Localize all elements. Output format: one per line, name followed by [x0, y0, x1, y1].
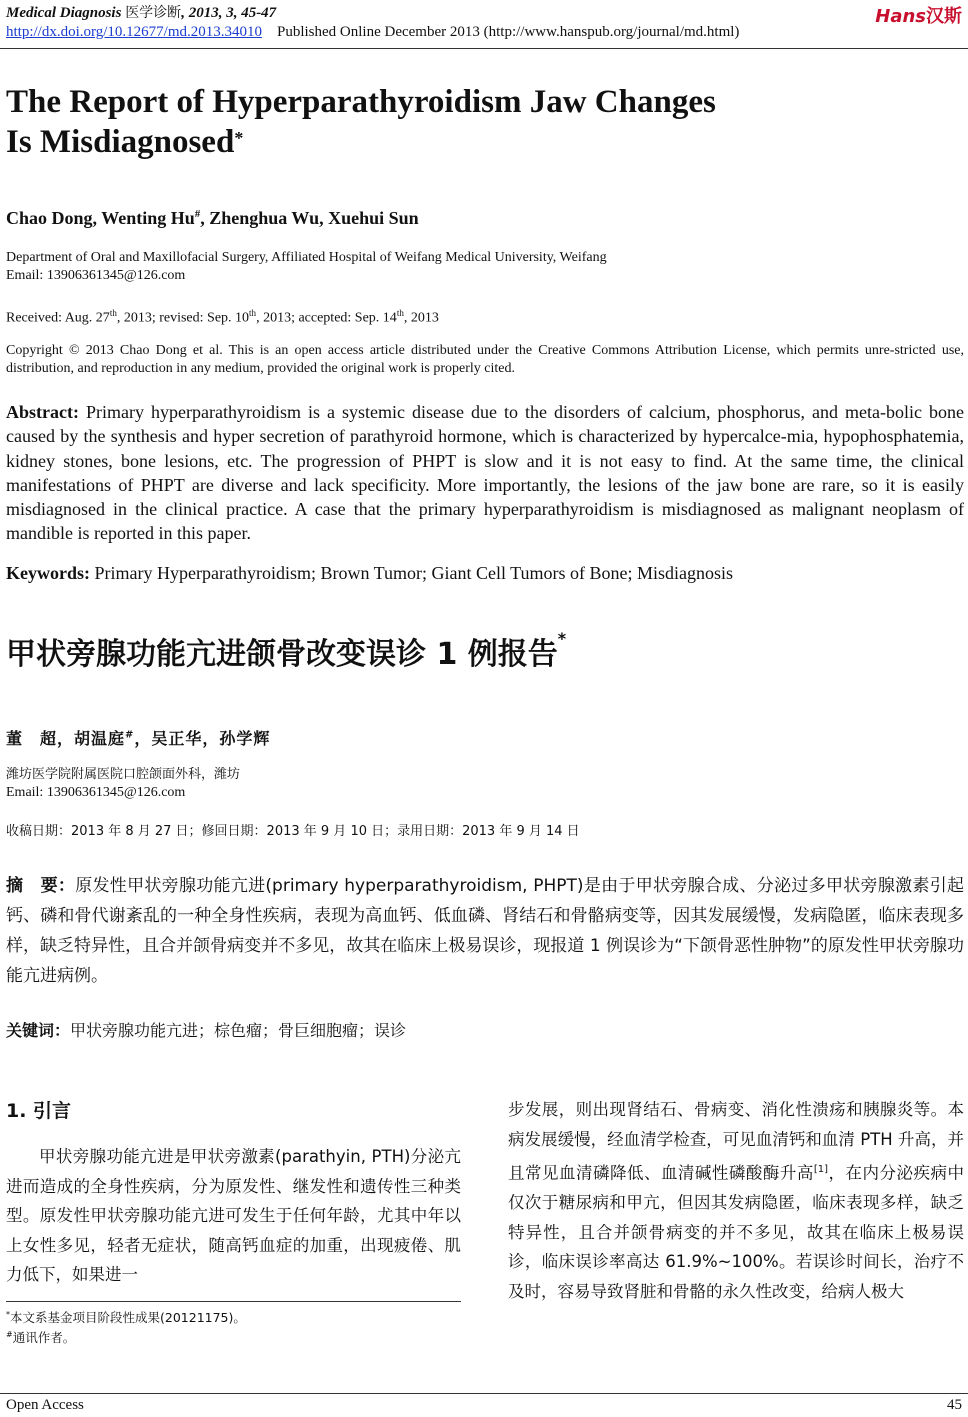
chinese-authors: [6, 726, 270, 749]
right-text-a: 步发展，则出现肾结石、骨病变、消化性溃疡和胰腺炎等。本病发展缓慢，经血清学检查，可见血清钙和血清 PTH 升高，并且常见血清磷降低、血清碱性磷酸酶升高: [508, 1100, 964, 1183]
year-text: , 2013: [403, 310, 439, 326]
keywords-label: Keywords:: [6, 563, 90, 583]
chinese-title-mark: *: [557, 629, 567, 648]
body-left-column: 甲状旁腺功能亢进是甲状旁激素(parathyin, PTH)分泌亢进而造成的全身性疾病，分为原发性、继发性和遗传性三种类型。原发性甲状旁腺功能亢进可发生于任何年龄，尤其中年以上女性多见，轻者无症状，随高钙血症的加重，出现疲倦、肌力低下，如果进一: [6, 1147, 461, 1284]
doi-link[interactable]: http://dx.doi.org/10.12677/md.2013.34010: [6, 24, 262, 40]
publisher-logo: [875, 2, 962, 28]
open-access-label: Open Access: [6, 1397, 84, 1413]
chinese-title: [6, 629, 566, 673]
footnote-divider: [6, 1301, 461, 1302]
accepted-text: , 2013; accepted: Sep. 14: [256, 310, 397, 326]
author-names-a: Chao Dong, Wenting Hu: [6, 208, 195, 228]
title-footnote-mark: *: [234, 128, 244, 148]
ordinal-sup: th: [396, 308, 404, 318]
logo-text-en: Hans: [875, 6, 926, 27]
english-title: [6, 82, 956, 162]
journal-header: [6, 2, 276, 22]
chinese-corresponding-mark: #: [125, 729, 135, 741]
chinese-abstract-label: 摘 要：: [6, 876, 76, 896]
chinese-title-text: 甲状旁腺功能亢进颌骨改变误诊 1 例报告: [6, 637, 558, 672]
published-info: Published Online December 2013 (http://www.hanspub.org/journal/md.html): [276, 24, 740, 40]
footer-divider: [0, 1393, 968, 1394]
received-text: Received: Aug. 27: [6, 310, 110, 326]
chinese-author-b: ，吴正华，孙学辉: [134, 729, 271, 748]
chinese-abstract-text: 原发性甲状旁腺功能亢进(primary hyperparathyroidism, PHPT)是由于甲状旁腺合成、分泌过多甲状旁腺激素引起钙、磷和骨代谢紊乱的一种全身性疾病，表现为高血钙、低血磷、肾结石和骨骼病变等，因其发展缓慢，发病隐匿，临床表现多样，缺乏特异性，且合并颌骨病变并不多见，故其在临床上极易误诊，现报道 1 例误诊为“下颌骨恶性肿物”的原发性甲状旁腺功能亢进病例。: [6, 876, 965, 986]
body-right-column: [508, 1095, 964, 1307]
footnote-funding: [6, 1308, 246, 1326]
journal-name: Medical Diagnosis: [6, 5, 122, 21]
english-title-line1: The Report of Hyperparathyroidism Jaw Changes: [6, 84, 716, 120]
right-text-b: ，在内分泌疾病中仅次于糖尿病和甲亢，但因其发病隐匿，临床表现多样，缺乏特异性，且合并颌骨病变的并不多见，故其在临床上极易误诊，临床误诊率高达 61.9%~100%。若误诊时间长，治疗不及时，容易导致肾脏和骨骼的永久性改变，给病人极大: [508, 1163, 965, 1302]
journal-issue: , 2013, 3, 45-47: [181, 5, 277, 21]
english-abstract: [6, 400, 964, 546]
journal-name-cn: 医学诊断: [125, 5, 182, 21]
chinese-keywords-text: 甲状旁腺功能亢进；棕色瘤；骨巨细胞瘤；误诊: [70, 1021, 407, 1040]
author-names-b: , Zhenghua Wu, Xuehui Sun: [200, 208, 419, 228]
copyright-notice: Copyright © 2013 Chao Dong et al. This is an open access article distributed under the Creative Commons Attribution License, which permits unre-stricted use, distribution, and reproduction in any medium, provided the original work is properly cited.: [6, 343, 964, 376]
abstract-text: Primary hyperparathyroidism is a systemic disease due to the disorders of calcium, phosphorus, and meta-bolic bone caused by the synthesis and hyper secretion of parathyroid hormone, which is characterized by hypercalce-mia, hypophosphatemia, kidney stones, bone lesions, etc. The progression of PHPT is slow and it is not easy to find. At the same time, the clinical manifestations of PHPT are diverse and lack specificity. More importantly, the lesions of the jaw bone are rare, so it is easily misdiagnosed in the clinical practice. A case that the primary hyperparathyroidism is misdiagnosed as malignant neoplasm of mandible is reported in this paper.: [6, 402, 965, 544]
chinese-received-dates: 收稿日期：2013 年 8 月 27 日；修回日期：2013 年 9 月 10 日；录用日期：2013 年 9 月 14 日: [6, 824, 580, 839]
footnote-mark: *: [6, 1309, 10, 1319]
english-title-line2: Is Misdiagnosed: [6, 124, 235, 160]
keywords-text: Primary Hyperparathyroidism; Brown Tumor; Giant Cell Tumors of Bone; Misdiagnosis: [94, 563, 734, 583]
doi-line: [6, 24, 739, 41]
english-received-dates: [6, 304, 439, 328]
footnote-text: 通讯作者。: [12, 1330, 76, 1345]
corresponding-mark: #: [194, 208, 201, 220]
chinese-keywords-label: 关键词：: [6, 1021, 71, 1040]
footnote-text: 本文系基金项目阶段性成果(20121175)。: [10, 1310, 246, 1325]
page-number: 45: [947, 1397, 962, 1413]
english-affiliation: Department of Oral and Maxillofacial Surgery, Affiliated Hospital of Weifang Medical University, Weifang: [6, 250, 607, 265]
chinese-affiliation: 潍坊医学院附属医院口腔颌面外科，潍坊: [6, 767, 241, 782]
abstract-label: Abstract:: [6, 402, 79, 422]
footnote-corresponding: [6, 1328, 75, 1346]
chinese-abstract: [6, 871, 964, 991]
revised-text: , 2013; revised: Sep. 10: [116, 310, 250, 326]
footnote-mark: #: [6, 1329, 13, 1339]
citation-ref[interactable]: [1]: [813, 1163, 829, 1175]
chinese-email: Email: 13906361345@126.com: [6, 785, 186, 800]
ordinal-sup: th: [109, 308, 117, 318]
ordinal-sup: th: [249, 308, 257, 318]
english-keywords: [6, 563, 733, 584]
chinese-author-a: 董 超，胡温庭: [6, 729, 126, 748]
chinese-keywords: [6, 1018, 406, 1041]
english-email: Email: 13906361345@126.com: [6, 268, 186, 283]
logo-text-cn: 汉斯: [926, 6, 962, 27]
english-authors: [6, 208, 419, 229]
section-heading: 1. 引言: [6, 1100, 72, 1122]
header-divider: [0, 48, 968, 49]
